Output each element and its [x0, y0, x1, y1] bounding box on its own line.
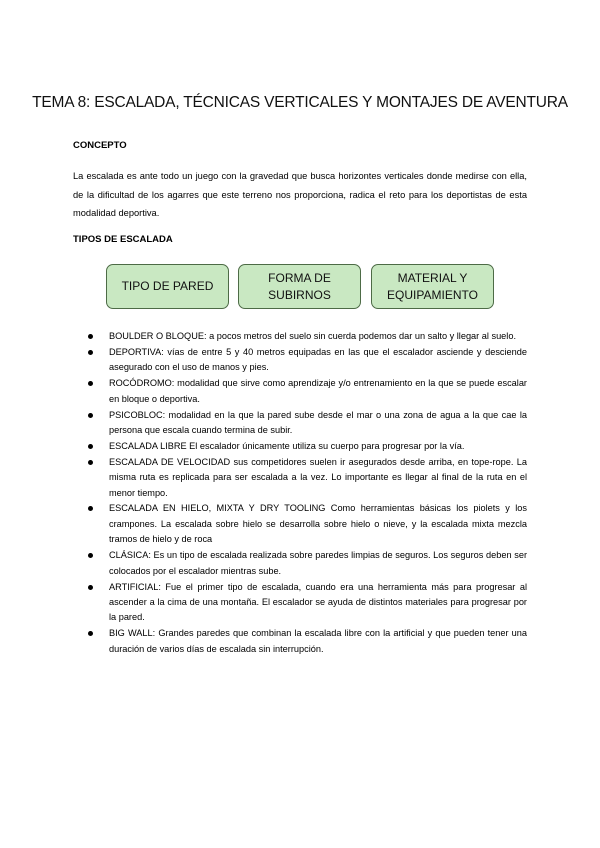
bullet-icon: [88, 413, 93, 418]
category-boxes: [106, 264, 494, 311]
list-item: [73, 376, 527, 407]
box-label-line2: EQUIPAMIENTO: [387, 287, 478, 302]
list-item: [73, 329, 527, 344]
list-item-text: ARTIFICIAL: Fue el primer tipo de escalada, cuando era una herramienta más para progresar al ascender a la cima de una montaña. El escalador se ayuda de distintos materiales para progresar por la pared.: [109, 581, 527, 623]
list-item: [73, 408, 527, 439]
list-item-text: ESCALADA EN HIELO, MIXTA Y DRY TOOLING Como herramientas básicas los piolets y los crampones. La escalada sobre hielo se desarrolla sobre hielo o nieve, y la escalada mixta mezcla tramos de hielo y de roca: [109, 503, 527, 545]
list-item-text: BOULDER O BLOQUE: a pocos metros del suelo sin cuerda podemos dar un salto y llegar al suelo.: [109, 331, 516, 341]
types-heading: TIPOS DE ESCALADA: [73, 234, 173, 245]
list-item: [73, 580, 527, 626]
box-label-line1: MATERIAL Y: [397, 270, 468, 285]
list-item-text: ROCÓDROMO: modalidad que sirve como aprendizaje y/o entrenamiento en la que se puede escalar en bloque o deportiva.: [109, 378, 527, 404]
box-label: TIPO DE PARED: [121, 279, 214, 293]
box-forma-de-subirnos: [238, 264, 361, 309]
box-label-line2: SUBIRNOS: [268, 287, 331, 302]
list-item: [73, 626, 527, 657]
list-item: [73, 439, 527, 454]
list-item-text: BIG WALL: Grandes paredes que combinan la escalada libre con la artificial y que pueden tener una duración de varios días de escalada sin interrupción.: [109, 628, 527, 654]
bullet-icon: [88, 631, 93, 636]
bullet-icon: [88, 506, 93, 511]
concept-heading: CONCEPTO: [73, 140, 127, 151]
bullet-icon: [88, 444, 93, 449]
bullet-icon: [88, 334, 93, 339]
list-item: [73, 455, 527, 501]
list-item: [73, 501, 527, 547]
list-item-text: CLÁSICA: Es un tipo de escalada realizada sobre paredes limpias de seguros. Los seguros deben ser colocados por el escalador mientras sube.: [109, 550, 527, 576]
list-item: [73, 548, 527, 579]
box-label-line1: FORMA DE: [268, 270, 331, 285]
list-item: [73, 345, 527, 376]
climbing-types-list: [73, 329, 527, 658]
list-item-text: ESCALADA DE VELOCIDAD sus competidores suelen ir asegurados desde arriba, en tope-rope. La misma ruta es replicada para ser escalada a la vez. Lo importante es llegar al final de la ruta en el menor tiempo.: [109, 456, 527, 498]
box-tipo-de-pared: [106, 264, 229, 309]
bullet-icon: [88, 350, 93, 355]
page-title: TEMA 8: ESCALADA, TÉCNICAS VERTICALES Y MONTAJES DE AVENTURA: [32, 94, 568, 111]
list-item-text: DEPORTIVA: vías de entre 5 y 40 metros equipadas en las que el escalador asciende y desciende asegurado con el uso de manos y pies.: [109, 346, 527, 373]
bullet-icon: [88, 553, 93, 558]
bullet-icon: [88, 460, 93, 465]
list-item-text: ESCALADA LIBRE El escalador únicamente utiliza su cuerpo para progresar por la vía.: [109, 440, 465, 451]
box-material-y-equipamiento: [371, 264, 494, 309]
list-item-text: PSICOBLOC: modalidad en la que la pared sube desde el mar o una zona de agua a la que cae la persona que escala cuando termina de subir.: [109, 409, 527, 435]
bullet-icon: [88, 381, 93, 386]
bullet-icon: [88, 585, 93, 590]
concept-paragraph: La escalada es ante todo un juego con la gravedad que busca horizontes verticales donde medirse con ella, de la dificultad de los agarres que este terreno nos proporciona, radica el reto para los deportistas de esta modalidad deportiva.: [73, 171, 527, 218]
